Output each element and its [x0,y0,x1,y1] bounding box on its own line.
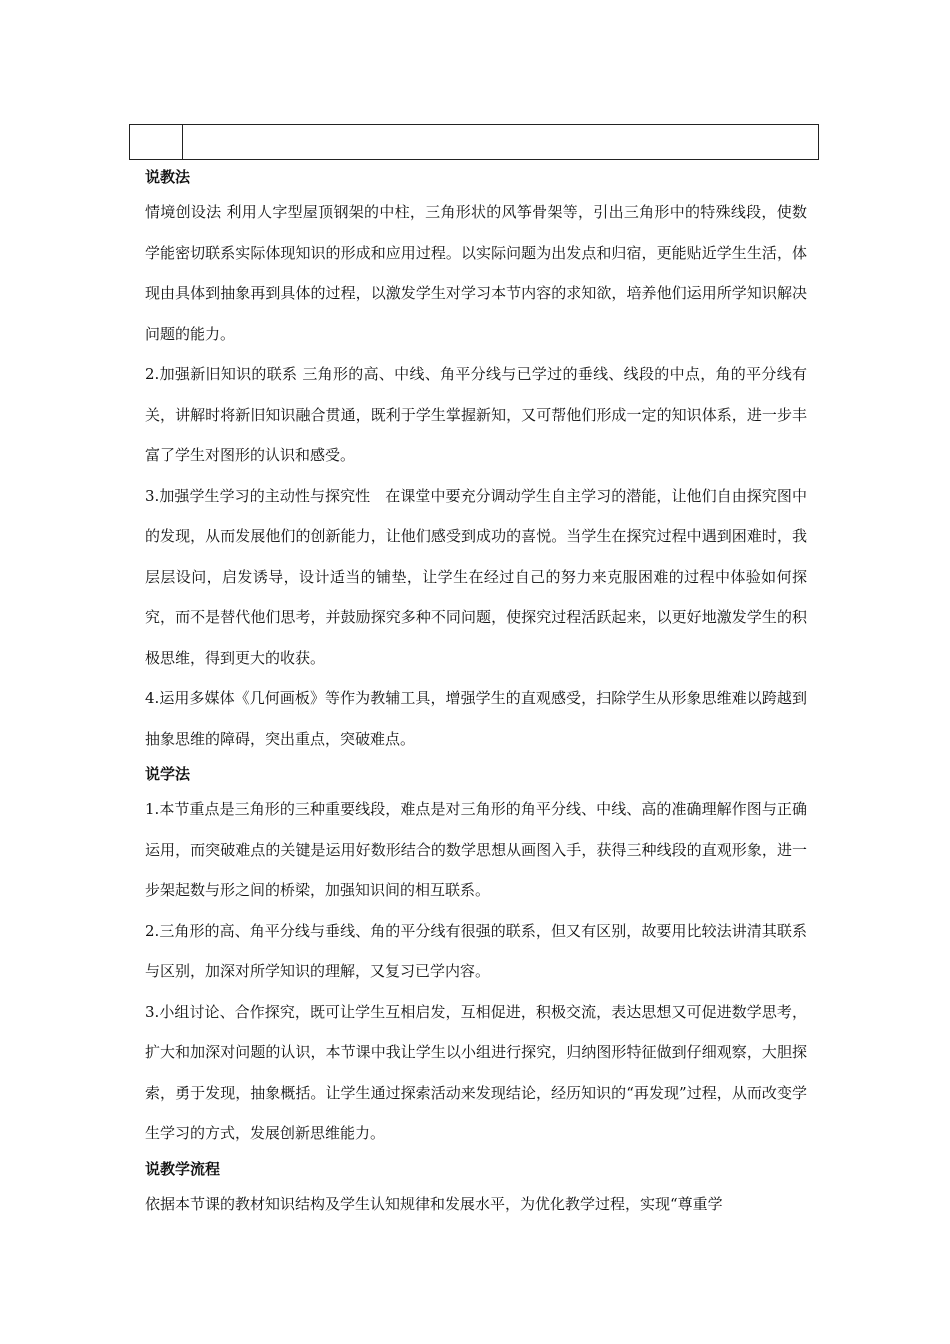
document-body [145,162,807,1224]
section-heading-teaching-process: 说教学流程 [145,1159,221,1178]
paragraph: 依据本节课的教材知识结构及学生认知规律和发展水平，为优化教学过程，实现“尊重学 [145,1194,723,1213]
paragraph: 2.加强新旧知识的联系 三角形的高、中线、角平分线与已学过的垂线、线段的中点，角的平分线有关，讲解时将新旧知识融合贯通，既利于学生掌握新知，又可帮他们形成一定的知识体系，进一步丰富了学生对图形的认识和感受。 [145,365,807,464]
section-heading-teaching-method: 说教法 [145,168,191,186]
table-cell [183,125,818,159]
paragraph: 3.加强学生学习的主动性与探究性 在课堂中要充分调动学生自主学习的潜能，让他们自由探究图中的发现，从而发展他们的创新能力，让他们感受到成功的喜悦。当学生在探究过程中遇到困难时，我层层设问，启发诱导，设计适当的铺垫，让学生在经过自己的努力来克服困难的过程中体验如何探究，而不是替代他们思考，并鼓励探究多种不同问题，使探究过程活跃起来，以更好地激发学生的积极思维，得到更大的收获。 [145,486,807,667]
section-heading-learning-method: 说学法 [145,765,191,783]
paragraph: 4.运用多媒体《几何画板》等作为教辅工具，增强学生的直观感受，扫除学生从形象思维难以跨越到抽象思维的障碍，突出重点，突破难点。 [145,689,807,748]
paragraph: 1.本节重点是三角形的三种重要线段，难点是对三角形的角平分线、中线、高的准确理解作图与正确运用，而突破难点的关键是运用好数形结合的数学思想从画图入手，获得三种线段的直观形象，进一步架起数与形之间的桥梁，加强知识间的相互联系。 [145,800,807,899]
paragraph: 情境创设法 利用人字型屋顶钢架的中柱，三角形状的风筝骨架等，引出三角形中的特殊线段，使数学能密切联系实际体现知识的形成和应用过程。以实际问题为出发点和归宿，更能贴近学生生活，体现由具体到抽象再到具体的过程，以激发学生对学习本节内容的求知欲，培养他们运用所学知识解决问题的能力。 [145,203,807,343]
table-cell [130,125,183,159]
header-table [129,124,819,160]
paragraph: 2.三角形的高、角平分线与垂线、角的平分线有很强的联系，但又有区别，故要用比较法讲清其联系与区别，加深对所学知识的理解，又复习已学内容。 [145,921,807,980]
paragraph: 3.小组讨论、合作探究，既可让学生互相启发，互相促进，积极交流，表达思想又可促进数学思考，扩大和加深对问题的认识，本节课中我让学生以小组进行探究，归纳图形特征做到仔细观察，大胆探索，勇于发现，抽象概括。让学生通过探索活动来发现结论，经历知识的“再发现”过程，从而改变学生学习的方式，发展创新思维能力。 [145,1002,807,1142]
